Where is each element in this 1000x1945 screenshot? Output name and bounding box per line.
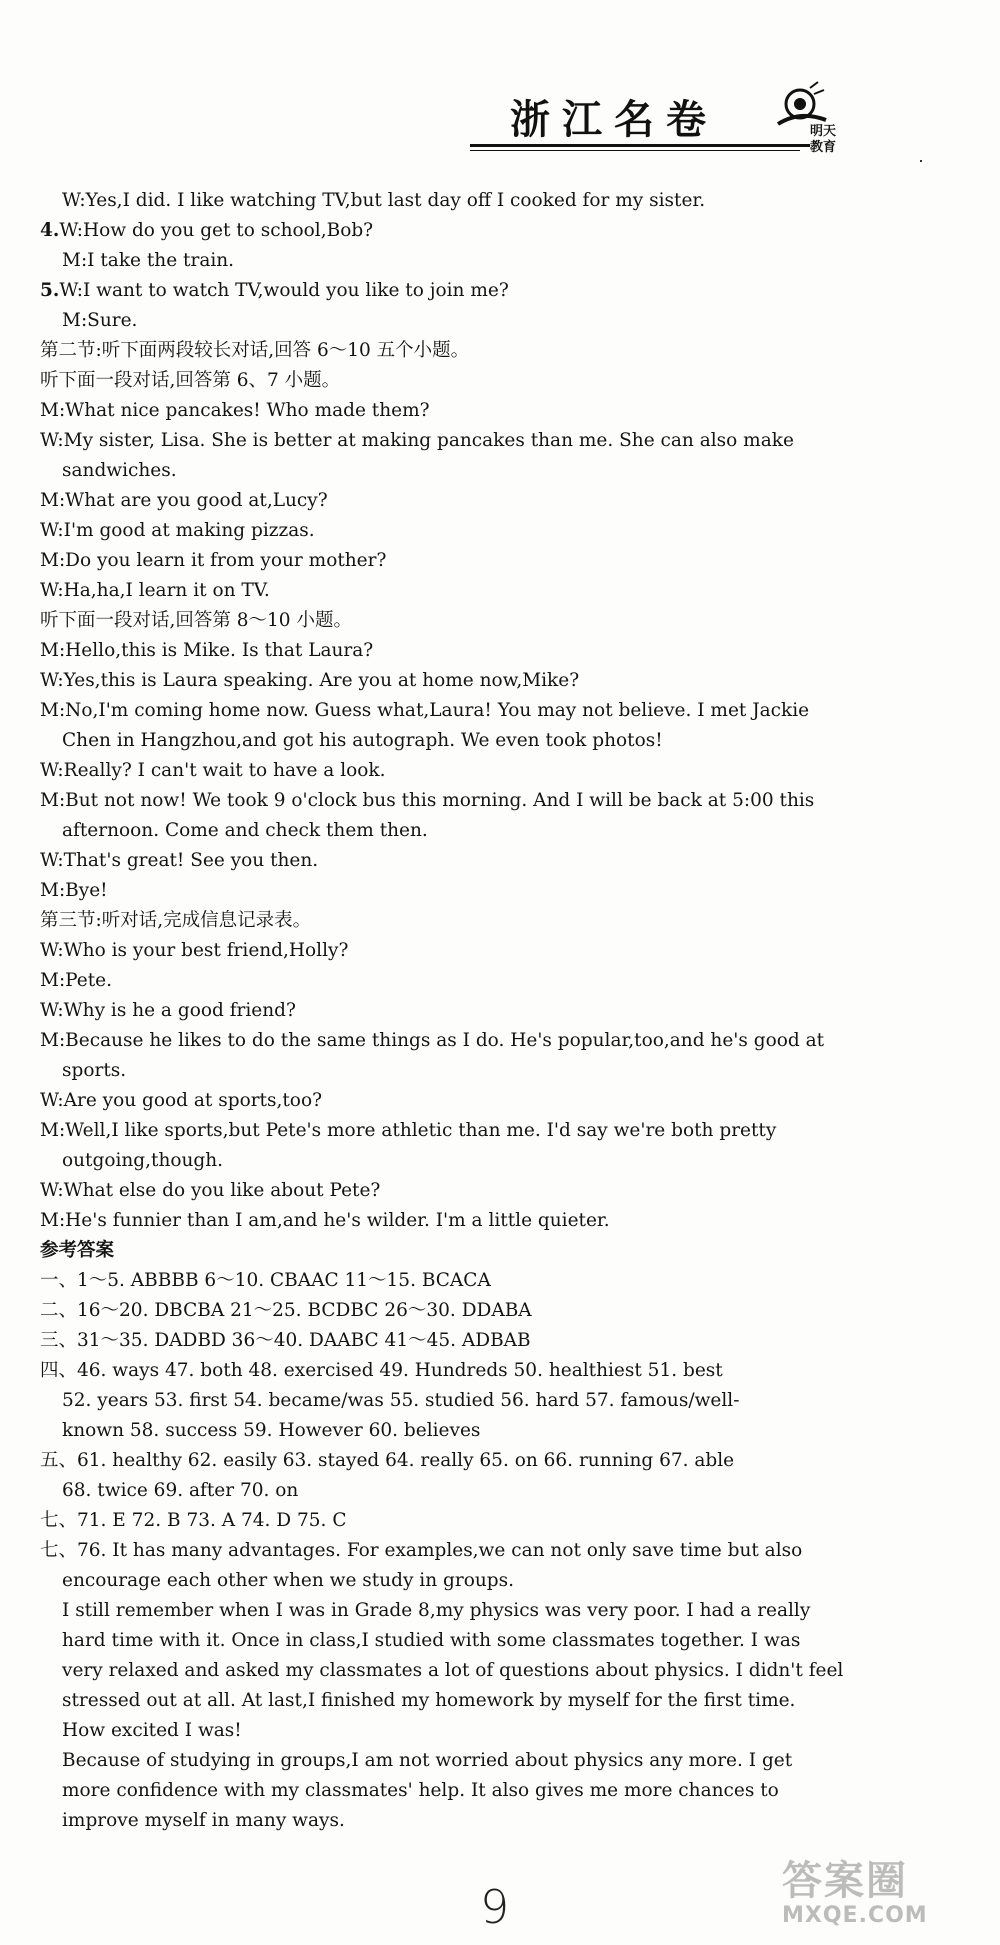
- text-line: [40, 1416, 960, 1446]
- text-line: [40, 366, 960, 396]
- text-line: [40, 1446, 960, 1476]
- line-text: very relaxed and asked my classmates a lot of questions about physics. I didn't feel: [62, 1660, 844, 1681]
- text-line: [40, 1656, 960, 1686]
- watermark-top: 答案圈: [782, 1858, 908, 1904]
- header-rule: [470, 144, 810, 147]
- line-text: 第二节:听下面两段较长对话,回答 6～10 五个小题。: [40, 340, 470, 361]
- line-text: 52. years 53. first 54. became/was 55. studied 56. hard 57. famous/well-: [62, 1390, 740, 1411]
- line-text: M:I take the train.: [62, 250, 235, 271]
- text-line: [40, 786, 960, 816]
- text-line: [40, 1716, 960, 1746]
- text-line: [40, 1386, 960, 1416]
- watermark-bottom: MXQE.COM: [782, 1903, 928, 1928]
- line-text: M:He's funnier than I am,and he's wilder. I'm a little quieter.: [40, 1210, 610, 1231]
- text-line: [40, 1176, 960, 1206]
- text-line: [40, 756, 960, 786]
- line-text: sandwiches.: [62, 460, 177, 481]
- line-text: 七、76. It has many advantages. For examples,we can not only save time but also: [40, 1540, 803, 1561]
- text-line: [40, 846, 960, 876]
- line-text: M:Do you learn it from your mother?: [40, 550, 387, 571]
- text-line: [40, 1686, 960, 1716]
- text-line: [40, 186, 960, 216]
- text-line: [40, 1506, 960, 1536]
- text-line: [40, 1086, 960, 1116]
- text-line: [40, 336, 960, 366]
- logo-line-2: 教育: [810, 140, 837, 155]
- text-line: [40, 456, 960, 486]
- page-content: [40, 186, 960, 1836]
- line-text: encourage each other when we study in groups.: [62, 1570, 514, 1591]
- line-text: known 58. success 59. However 60. believes: [62, 1420, 481, 1441]
- logo-text: [810, 124, 870, 156]
- text-line: [40, 816, 960, 846]
- line-text: W:Are you good at sports,too?: [40, 1090, 322, 1111]
- text-line: [40, 906, 960, 936]
- line-text: W:Yes,this is Laura speaking. Are you at home now,Mike?: [40, 670, 580, 691]
- line-text: Because of studying in groups,I am not worried about physics any more. I get: [62, 1750, 793, 1771]
- line-text: 三、31～35. DADBD 36～40. DAABC 41～45. ADBAB: [40, 1330, 531, 1351]
- text-line: [40, 1476, 960, 1506]
- line-text: W:Ha,ha,I learn it on TV.: [40, 580, 270, 601]
- text-line: [40, 576, 960, 606]
- line-text: M:What nice pancakes! Who made them?: [40, 400, 430, 421]
- line-text: W:My sister, Lisa. She is better at making pancakes than me. She can also make: [40, 430, 794, 451]
- text-line: [40, 636, 960, 666]
- text-line: [40, 936, 960, 966]
- text-line: [40, 1206, 960, 1236]
- text-line: [40, 966, 960, 996]
- text-line: [40, 666, 960, 696]
- line-text: W:Why is he a good friend?: [40, 1000, 296, 1021]
- text-line: [40, 1296, 960, 1326]
- text-line: [40, 546, 960, 576]
- line-text: 听下面一段对话,回答第 6、7 小题。: [40, 370, 341, 391]
- text-line: [40, 1746, 960, 1776]
- line-text: 五、61. healthy 62. easily 63. stayed 64. really 65. on 66. running 67. able: [40, 1450, 735, 1471]
- line-text: 一、1～5. ABBBB 6～10. CBAAC 11～15. BCACA: [40, 1270, 491, 1291]
- line-text: 七、71. E 72. B 73. A 74. D 75. C: [40, 1510, 347, 1531]
- logo-line-1: 明天: [810, 124, 837, 139]
- line-text: outgoing,though.: [62, 1150, 224, 1171]
- text-line: [40, 1356, 960, 1386]
- line-text: M:Sure.: [62, 310, 138, 331]
- watermark-logo: [782, 1858, 982, 1938]
- line-text: 参考答案: [40, 1240, 115, 1261]
- line-text: improve myself in many ways.: [62, 1810, 345, 1831]
- line-text: W:Who is your best friend,Holly?: [40, 940, 349, 961]
- line-text: W:That's great! See you then.: [40, 850, 319, 871]
- line-text: Chen in Hangzhou,and got his autograph. We even took photos!: [62, 730, 663, 751]
- line-text: 68. twice 69. after 70. on: [62, 1480, 299, 1501]
- header-rule-thin: [470, 150, 800, 151]
- text-line: [40, 726, 960, 756]
- page-number: 9: [480, 1880, 510, 1934]
- line-text: W:What else do you like about Pete?: [40, 1180, 381, 1201]
- line-text: more confidence with my classmates' help. It also gives me more chances to: [62, 1780, 779, 1801]
- text-line: [40, 696, 960, 726]
- text-line: [40, 1326, 960, 1356]
- line-text: I still remember when I was in Grade 8,my physics was very poor. I had a really: [62, 1600, 811, 1621]
- header-title: 浙江名卷: [510, 97, 718, 143]
- line-text: W:How do you get to school,Bob?: [59, 220, 374, 241]
- item-number: 5.: [40, 280, 60, 301]
- line-text: M:No,I'm coming home now. Guess what,Laura! You may not believe. I met Jackie: [40, 700, 810, 721]
- text-line: [40, 996, 960, 1026]
- line-text: M:Hello,this is Mike. Is that Laura?: [40, 640, 374, 661]
- text-line: [40, 246, 960, 276]
- text-line: [40, 1536, 960, 1566]
- text-line: [40, 396, 960, 426]
- item-number: 4.: [40, 220, 60, 241]
- line-text: 四、46. ways 47. both 48. exercised 49. Hundreds 50. healthiest 51. best: [40, 1360, 723, 1381]
- text-line: [40, 1806, 960, 1836]
- line-text: afternoon. Come and check them then.: [62, 820, 428, 841]
- line-text: M:What are you good at,Lucy?: [40, 490, 328, 511]
- line-text: W:Really? I can't wait to have a look.: [40, 760, 386, 781]
- line-text: stressed out at all. At last,I finished my homework by myself for the first time.: [62, 1690, 796, 1711]
- line-text: M:Well,I like sports,but Pete's more athletic than me. I'd say we're both pretty: [40, 1120, 777, 1141]
- text-line: [40, 606, 960, 636]
- line-text: W:Yes,I did. I like watching TV,but last day off I cooked for my sister.: [62, 190, 706, 211]
- text-line: [40, 276, 960, 306]
- line-text: 听下面一段对话,回答第 8～10 小题。: [40, 610, 352, 631]
- text-line: [40, 1116, 960, 1146]
- text-line: [40, 306, 960, 336]
- text-line: [40, 516, 960, 546]
- text-line: [40, 1056, 960, 1086]
- line-text: 二、16～20. DBCBA 21～25. BCDBC 26～30. DDABA: [40, 1300, 532, 1321]
- line-text: W:I want to watch TV,would you like to join me?: [59, 280, 509, 301]
- text-line: [40, 1236, 960, 1266]
- line-text: How excited I was!: [62, 1720, 242, 1741]
- text-line: [40, 1566, 960, 1596]
- text-line: [40, 1266, 960, 1296]
- text-line: [40, 1146, 960, 1176]
- page-header: [470, 80, 890, 160]
- line-text: W:I'm good at making pizzas.: [40, 520, 315, 541]
- line-text: sports.: [62, 1060, 127, 1081]
- text-line: [40, 1776, 960, 1806]
- line-text: hard time with it. Once in class,I studied with some classmates together. I was: [62, 1630, 801, 1651]
- decorative-dot: [920, 160, 922, 162]
- text-line: [40, 216, 960, 246]
- text-line: [40, 876, 960, 906]
- text-line: [40, 486, 960, 516]
- line-text: M:Because he likes to do the same things as I do. He's popular,too,and he's good at: [40, 1030, 825, 1051]
- line-text: M:Bye!: [40, 880, 108, 901]
- text-line: [40, 1596, 960, 1626]
- line-text: M:But not now! We took 9 o'clock bus this morning. And I will be back at 5:00 this: [40, 790, 815, 811]
- text-line: [40, 426, 960, 456]
- line-text: 第三节:听对话,完成信息记录表。: [40, 910, 312, 931]
- line-text: M:Pete.: [40, 970, 113, 991]
- text-line: [40, 1626, 960, 1656]
- text-line: [40, 1026, 960, 1056]
